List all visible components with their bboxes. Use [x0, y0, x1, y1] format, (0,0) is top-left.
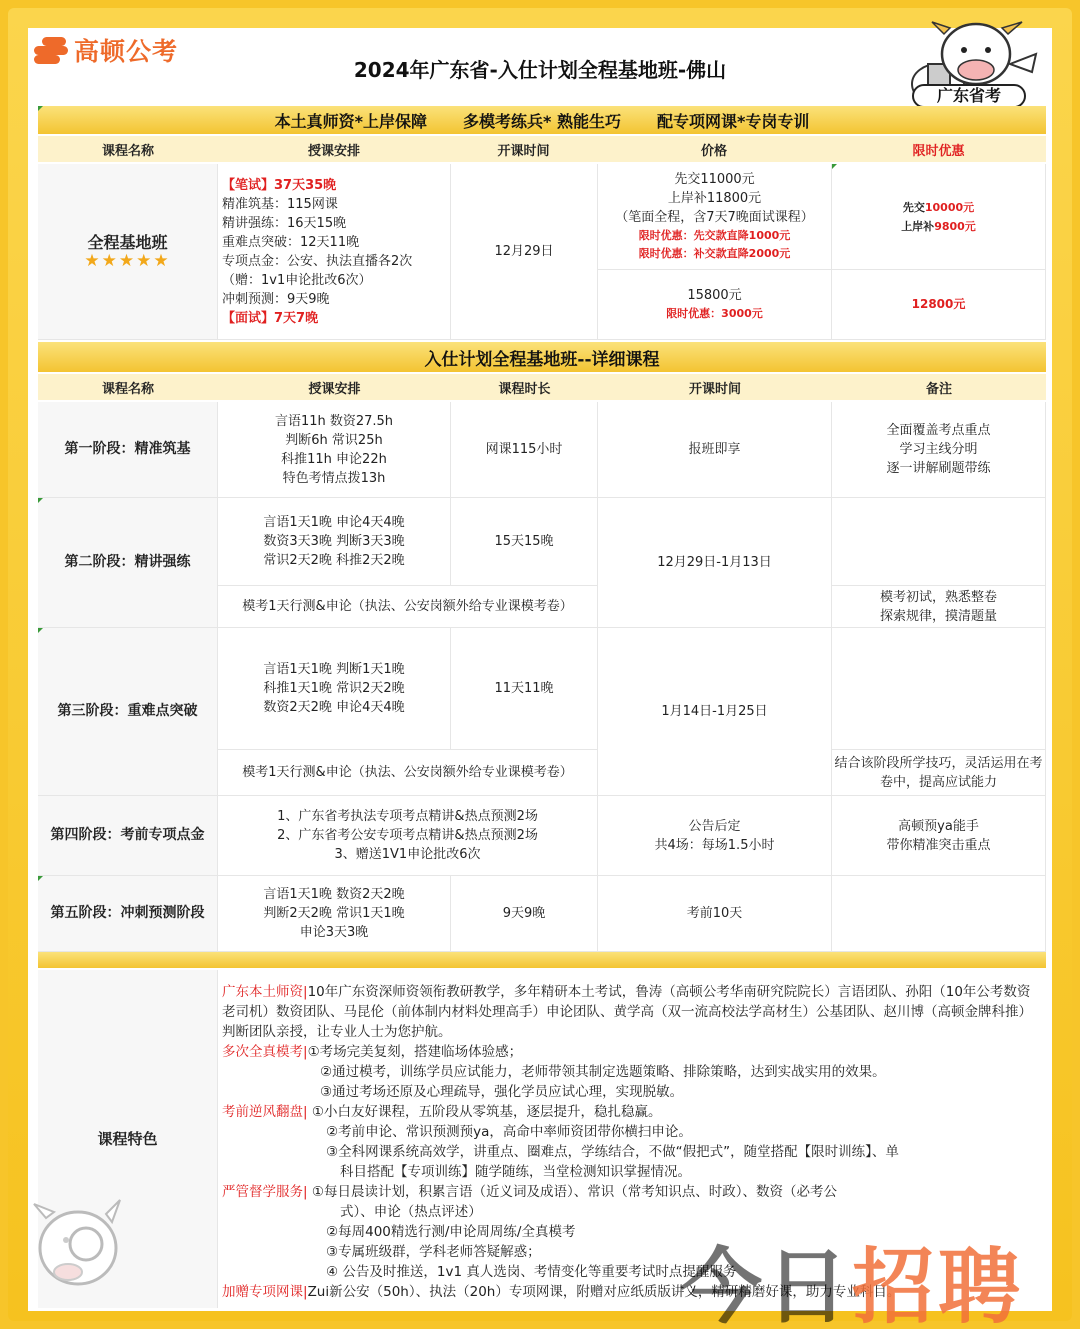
schedule-line: （赠：1v1申论批改6次） — [222, 272, 372, 288]
cell-marker — [38, 628, 43, 633]
schedule-line: 【笔试】37天35晚 — [222, 177, 337, 193]
promo-value: 9800元 — [934, 219, 976, 233]
price-line: 上岸补11800元 — [667, 191, 762, 206]
promo-cell-a — [832, 164, 1046, 270]
col-header: 授课安排 — [307, 143, 360, 159]
detail-header-row — [38, 374, 1046, 400]
stage-5-duration: 9天9晚 — [451, 876, 598, 952]
stage-3-schedule — [218, 628, 451, 750]
stage-1-name: 第一阶段：精准筑基 — [38, 402, 218, 498]
slogan-item: 配专项网课*专岗专训 — [656, 111, 810, 131]
stage-5-schedule — [218, 876, 451, 952]
stage-5-note-empty — [832, 876, 1046, 952]
stage-1-start: 报班即享 — [598, 402, 832, 498]
feature-text: ④ 公告及时推送，1v1 真人选岗、考情变化等重要考试时点提醒服务 — [326, 1264, 737, 1280]
col-header: 开课时间 — [497, 143, 550, 159]
stage-4-schedule — [218, 796, 598, 876]
feature-line — [222, 1102, 1040, 1122]
stage-4-start — [598, 796, 832, 876]
schedule-line: 精准筑基：115网课 — [222, 196, 338, 212]
stage-2-note-empty — [832, 498, 1046, 586]
feature-text: ②每周400精选行测/申论周周练/全真模考 — [326, 1224, 576, 1240]
price-line: 15800元 — [687, 288, 742, 303]
cow-mascot-icon — [28, 1188, 138, 1308]
stage-2-note — [832, 586, 1046, 628]
schedule-line: 言语1天1晚 判断1天1晚 — [263, 662, 405, 677]
stage-3-note — [832, 750, 1046, 796]
feature-line — [222, 1182, 1040, 1202]
stage-2-name: 第二阶段：精讲强练 — [38, 498, 218, 628]
slogan-item: 本土真师资*上岸保障 — [274, 111, 428, 131]
cell-marker — [832, 164, 837, 169]
slogan-band — [38, 106, 1046, 134]
schedule-line: 数资2天2晚 申论4天4晚 — [263, 700, 405, 715]
schedule-line: 判断2天2晚 常识1天1晚 — [263, 906, 405, 921]
schedule-line: 2、广东省考公安专项考点精讲&热点预测2场 — [277, 828, 538, 843]
schedule-line: 数资3天3晚 判断3天3晚 — [263, 534, 405, 549]
feature-line — [222, 1162, 1040, 1182]
cell-marker — [38, 498, 43, 503]
feature-line — [222, 1122, 1040, 1142]
feature-heading: 多次全真模考| — [222, 1044, 308, 1060]
promo-prefix: 上岸补 — [901, 219, 935, 233]
detail-title-band: 入仕计划全程基地班--详细课程 — [38, 342, 1046, 372]
course-name-cell — [38, 164, 218, 340]
feature-text: ②通过模考，训练学员应试能力，老师带领其制定选题策略、排除策略，达到实战实用的效果。 — [320, 1064, 886, 1080]
schedule-line: 科推1天1晚 常识2天2晚 — [263, 681, 405, 696]
feature-text: ①考场完美复刻，搭建临场体验感； — [307, 1044, 523, 1060]
col-header: 开课时间 — [688, 381, 741, 397]
note-line: 学习主线分明 — [899, 442, 978, 457]
overview-header-row — [38, 136, 1046, 162]
stage-3-name: 第三阶段：重难点突破 — [38, 628, 218, 796]
col-header: 课程名称 — [101, 381, 154, 397]
schedule-line: 判断6h 常识25h — [285, 432, 383, 448]
features-band — [38, 952, 1046, 968]
feature-heading: 广东本土师资| — [222, 984, 308, 1000]
price-line: 先交11000元 — [674, 172, 755, 187]
col-header: 备注 — [925, 381, 952, 397]
schedule-line: 重难点突破：12天11晚 — [222, 234, 360, 250]
col-header: 价格 — [700, 143, 727, 159]
region-badge: 广东省考 — [912, 84, 1026, 108]
price-line: （笔面全程，含7天7晚面试课程） — [615, 210, 814, 225]
price-cell-a — [598, 164, 832, 270]
schedule-line: 常识2天2晚 科推2天2晚 — [263, 553, 405, 568]
stage-4-name: 第四阶段：考前专项点金 — [38, 796, 218, 876]
feature-line — [222, 1202, 1040, 1222]
schedule-line: 言语1天1晚 申论4天4晚 — [263, 515, 405, 530]
note-line: 卷中，提高应试能力 — [879, 774, 997, 790]
logo-text: 高顿公考 — [74, 37, 179, 66]
start-line: 公告后定 — [688, 818, 741, 834]
stage-3-note-empty — [832, 628, 1046, 750]
stage-2-start: 12月29日-1月13日 — [598, 498, 832, 628]
schedule-line: 精讲强练：16天15晚 — [222, 215, 347, 231]
note-line: 结合该阶段所学技巧，灵活运用在考 — [834, 755, 1043, 771]
feature-text: Zui新公安（50h）、执法（20h）专项网课，附赠对应纸质版讲义，精研精磨好课，助力专业科目。 — [307, 1284, 901, 1300]
feature-text: ③通过考场还原及心理疏导，强化学员应试心理，实现脱敏。 — [320, 1084, 684, 1100]
stage-5-name: 第五阶段：冲刺预测阶段 — [38, 876, 218, 952]
course-name: 全程基地班 — [87, 232, 168, 252]
feature-text: ①小白友好课程，五阶段从零筑基，逐层提升，稳扎稳赢。 — [307, 1104, 662, 1120]
stage-3-mock: 模考1天行测&申论（执法、公安岗额外给专业课模考卷） — [218, 750, 598, 796]
discount-line: 限时优惠：3000元 — [666, 307, 763, 320]
stage-1-schedule — [218, 402, 451, 498]
stage-5-start: 考前10天 — [598, 876, 832, 952]
note-line: 逐一讲解刷题带练 — [886, 461, 991, 476]
start-date-cell: 12月29日 — [451, 164, 598, 340]
stage-2-schedule — [218, 498, 451, 586]
stage-3-start: 1月14日-1月25日 — [598, 628, 832, 796]
note-line: 全面覆盖考点重点 — [886, 423, 991, 438]
note-line: 高顿预ya能手 — [898, 818, 979, 834]
stage-4-note — [832, 796, 1046, 876]
cell-marker — [38, 876, 43, 881]
rating-stars-icon: ★★★★★ — [84, 250, 171, 271]
schedule-line: 【面试】7天7晚 — [222, 310, 319, 326]
features-label: 课程特色 — [38, 970, 218, 1308]
feature-heading: 严管督学服务| — [222, 1184, 308, 1200]
feature-line — [222, 1042, 1040, 1062]
stage-2-mock: 模考1天行测&申论（执法、公安岗额外给专业课模考卷） — [218, 586, 598, 628]
discount-line: 限时优惠：先交款直降1000元 — [638, 229, 791, 242]
col-header: 课程名称 — [101, 143, 154, 159]
feature-text: 科目搭配【专项训练】随学随练，当堂检测知识掌握情况。 — [340, 1164, 691, 1180]
schedule-cell — [218, 164, 451, 340]
feature-text: ②考前申论、常识预测预ya，高命中率师资团带你横扫申论。 — [326, 1124, 692, 1140]
feature-text: ③全科网课系统高效学，讲重点、圈难点，学练结合，不做“假把式”，随堂搭配【限时训练】、单 — [326, 1144, 899, 1160]
feature-line — [222, 1082, 1040, 1102]
cell-marker — [38, 106, 43, 111]
feature-line — [222, 1062, 1040, 1082]
feature-text: 式）、申论（热点评述） — [340, 1204, 482, 1220]
schedule-line: 特色考情点拨13h — [282, 470, 386, 486]
feature-heading: 加赠专项网课| — [222, 1284, 308, 1300]
feature-line — [222, 982, 1040, 1042]
promo-cell-b: 12800元 — [832, 270, 1046, 340]
schedule-line: 申论3天3晚 — [299, 925, 369, 940]
stage-3-duration: 11天11晚 — [451, 628, 598, 750]
start-line: 共4场：每场1.5小时 — [654, 837, 775, 853]
feature-text: 10年广东资深师资领衔教研教学，多年精研本土考试，鲁涛（高顿公考华南研究院院长）言语团队、孙阳（10年公考数资老司机）数资团队、马昆伦（前体制内材料处理高手）申论团队、黄学高（双一流高校法学高材生）公基团队、赵川博（高顿金牌科推）判断团队亲授，让专业人士为您护航。 — [222, 984, 1032, 1040]
stage-1-note — [832, 402, 1046, 498]
stage-2-duration: 15天15晚 — [451, 498, 598, 586]
col-header: 课程时长 — [498, 381, 551, 397]
feature-text: ③专属班级群，学科老师答疑解惑； — [326, 1244, 541, 1260]
watermark-text: 今日 — [680, 1240, 853, 1329]
note-line: 模考初试，熟悉整卷 — [879, 589, 997, 605]
discount-line: 限时优惠：补交款直降2000元 — [638, 247, 791, 260]
promo-prefix: 先交 — [902, 200, 925, 214]
watermark-text: 招聘 — [852, 1240, 1025, 1329]
page-title: 2024年广东省-入仕计划全程基地班-佛山 — [353, 58, 727, 82]
schedule-line: 言语11h 数资27.5h — [274, 413, 394, 429]
schedule-line: 专项点金：公安、执法直播各2次 — [222, 253, 413, 269]
schedule-line: 科推11h 申论22h — [281, 451, 387, 467]
price-cell-b — [598, 270, 832, 340]
slogan-item: 多模考练兵* 熟能生巧 — [463, 111, 621, 131]
col-header: 授课安排 — [308, 381, 361, 397]
schedule-line: 冲刺预测：9天9晚 — [222, 291, 330, 307]
promo-value: 10000元 — [924, 200, 975, 214]
feature-line — [222, 1142, 1040, 1162]
col-header: 限时优惠 — [912, 143, 965, 159]
stage-1-duration: 网课115小时 — [451, 402, 598, 498]
note-line: 带你精准突击重点 — [886, 837, 991, 853]
schedule-line: 1、广东省考执法专项考点精讲&热点预测2场 — [277, 809, 538, 824]
watermark — [680, 1222, 1024, 1329]
schedule-line: 3、赠送1V1申论批改6次 — [334, 847, 481, 862]
feature-heading: 考前逆风翻盘| — [222, 1104, 308, 1120]
note-line: 探索规律，摸清题量 — [879, 608, 997, 624]
schedule-line: 言语1天1晚 数资2天2晚 — [263, 887, 405, 902]
feature-text: ①每日晨读计划，积累言语（近义词及成语）、常识（常考知识点、时政）、数资（必考公 — [307, 1184, 837, 1200]
